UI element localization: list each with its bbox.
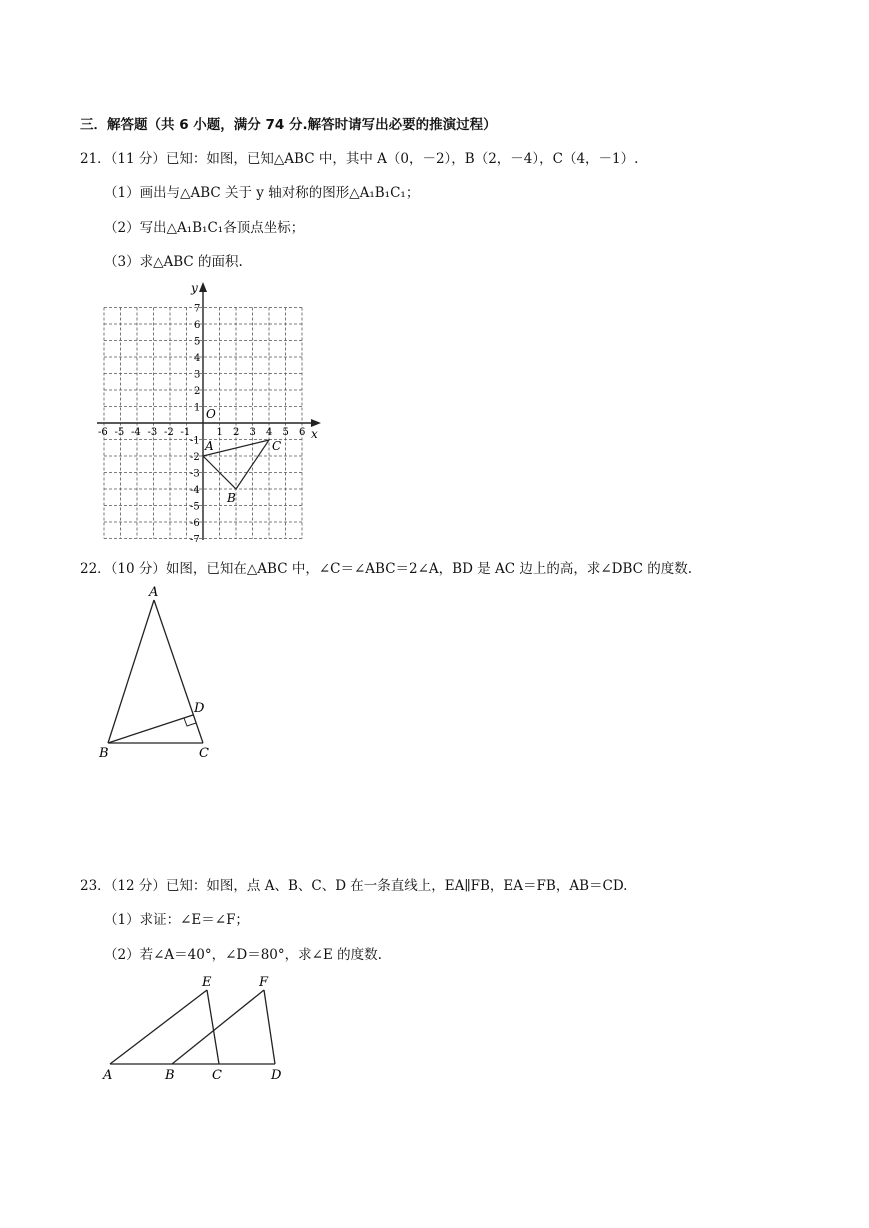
y-tick-label: 4: [194, 353, 201, 364]
origin-label: O: [206, 407, 216, 421]
point-c-label: C: [272, 439, 282, 453]
fig23-label-f: F: [259, 975, 269, 990]
x-tick-label: 4: [266, 427, 273, 438]
point-b-label: B: [227, 491, 236, 505]
point-a-label: A: [205, 439, 214, 453]
side-ab: [108, 600, 154, 743]
y-tick-label: 6: [194, 320, 201, 331]
x-tick-label: -6: [98, 427, 108, 438]
y-tick-label: 1: [194, 402, 201, 414]
triangle-abc-figure: [95, 580, 225, 765]
x-axis-label: x: [311, 427, 318, 441]
parallel-triangles-figure: [95, 968, 300, 1088]
fig23-label-e: E: [202, 975, 212, 990]
y-tick-label: -4: [190, 485, 200, 496]
fig23-label-a: A: [103, 1068, 113, 1083]
y-tick-label: 3: [194, 369, 201, 381]
q22-stem: 22．（10 分）如图，已知在△ABC 中，∠C＝∠ABC＝2∠A，BD 是 AC 边上的高，求∠DBC 的度数.: [80, 561, 693, 577]
tri-label-b: B: [99, 746, 109, 761]
q23-stem: 23．（12 分）已知：如图，点 A、B、C、D 在一条直线上，EA∥FB，EA＝FB，AB＝CD.: [80, 878, 628, 894]
fig23-label-b: B: [165, 1068, 175, 1083]
x-tick-label: 2: [233, 427, 240, 438]
q21-stem: 21．（11 分）已知：如图，已知△ABC 中，其中 A（0，－2），B（2，－4），C（4，－1）.: [80, 151, 639, 167]
section-heading: 三．解答题（共 6 小题，满分 74 分.解答时请写出必要的推演过程）: [80, 117, 497, 133]
q23-part2: （2）若∠A＝40°，∠D＝80°，求∠E 的度数.: [104, 947, 382, 963]
q23-part1: （1）求证：∠E＝∠F；: [104, 912, 249, 928]
y-tick-label: -2: [190, 452, 200, 463]
y-tick-label: -7: [190, 534, 200, 542]
x-tick-label: -5: [114, 427, 125, 438]
y-tick-label: 7: [194, 303, 201, 315]
x-tick-label: 6: [299, 427, 306, 438]
y-tick-label: -1: [190, 435, 200, 447]
x-tick-label: -2: [164, 427, 174, 438]
q21-part2: （2）写出△A₁B₁C₁各顶点坐标；: [104, 220, 305, 236]
x-tick-label: -4: [131, 427, 141, 438]
x-tick-label: 1: [216, 427, 223, 438]
side-ac: [154, 600, 203, 743]
fig23-label-c: C: [212, 1068, 222, 1083]
fig23-label-d: D: [271, 1068, 282, 1083]
y-tick-label: -3: [190, 468, 200, 480]
y-tick-label: 5: [194, 336, 201, 348]
y-axis-label: y: [191, 281, 198, 295]
tri-label-c: C: [199, 746, 209, 761]
y-axis-arrow: [199, 282, 207, 292]
segment-ae: [110, 990, 207, 1064]
x-tick-labels: [98, 427, 305, 438]
q21-part1: （1）画出与△ABC 关于 y 轴对称的图形△A₁B₁C₁；: [104, 185, 420, 201]
tri-label-d: D: [194, 701, 205, 716]
segment-fd: [264, 990, 275, 1064]
x-tick-label: 3: [249, 427, 256, 438]
x-tick-label: -1: [180, 427, 191, 438]
x-tick-label: -3: [147, 427, 158, 438]
tri-label-a: A: [149, 585, 159, 600]
x-tick-label: 5: [282, 427, 289, 438]
x-axis-arrow: [311, 419, 321, 427]
altitude-bd: [108, 715, 193, 743]
coordinate-grid-figure: [95, 280, 325, 542]
q21-part3: （3）求△ABC 的面积.: [104, 254, 243, 270]
y-tick-label: -5: [190, 501, 200, 513]
segment-bf: [172, 990, 264, 1064]
y-tick-label: -6: [190, 518, 200, 529]
y-tick-label: 2: [194, 386, 201, 397]
